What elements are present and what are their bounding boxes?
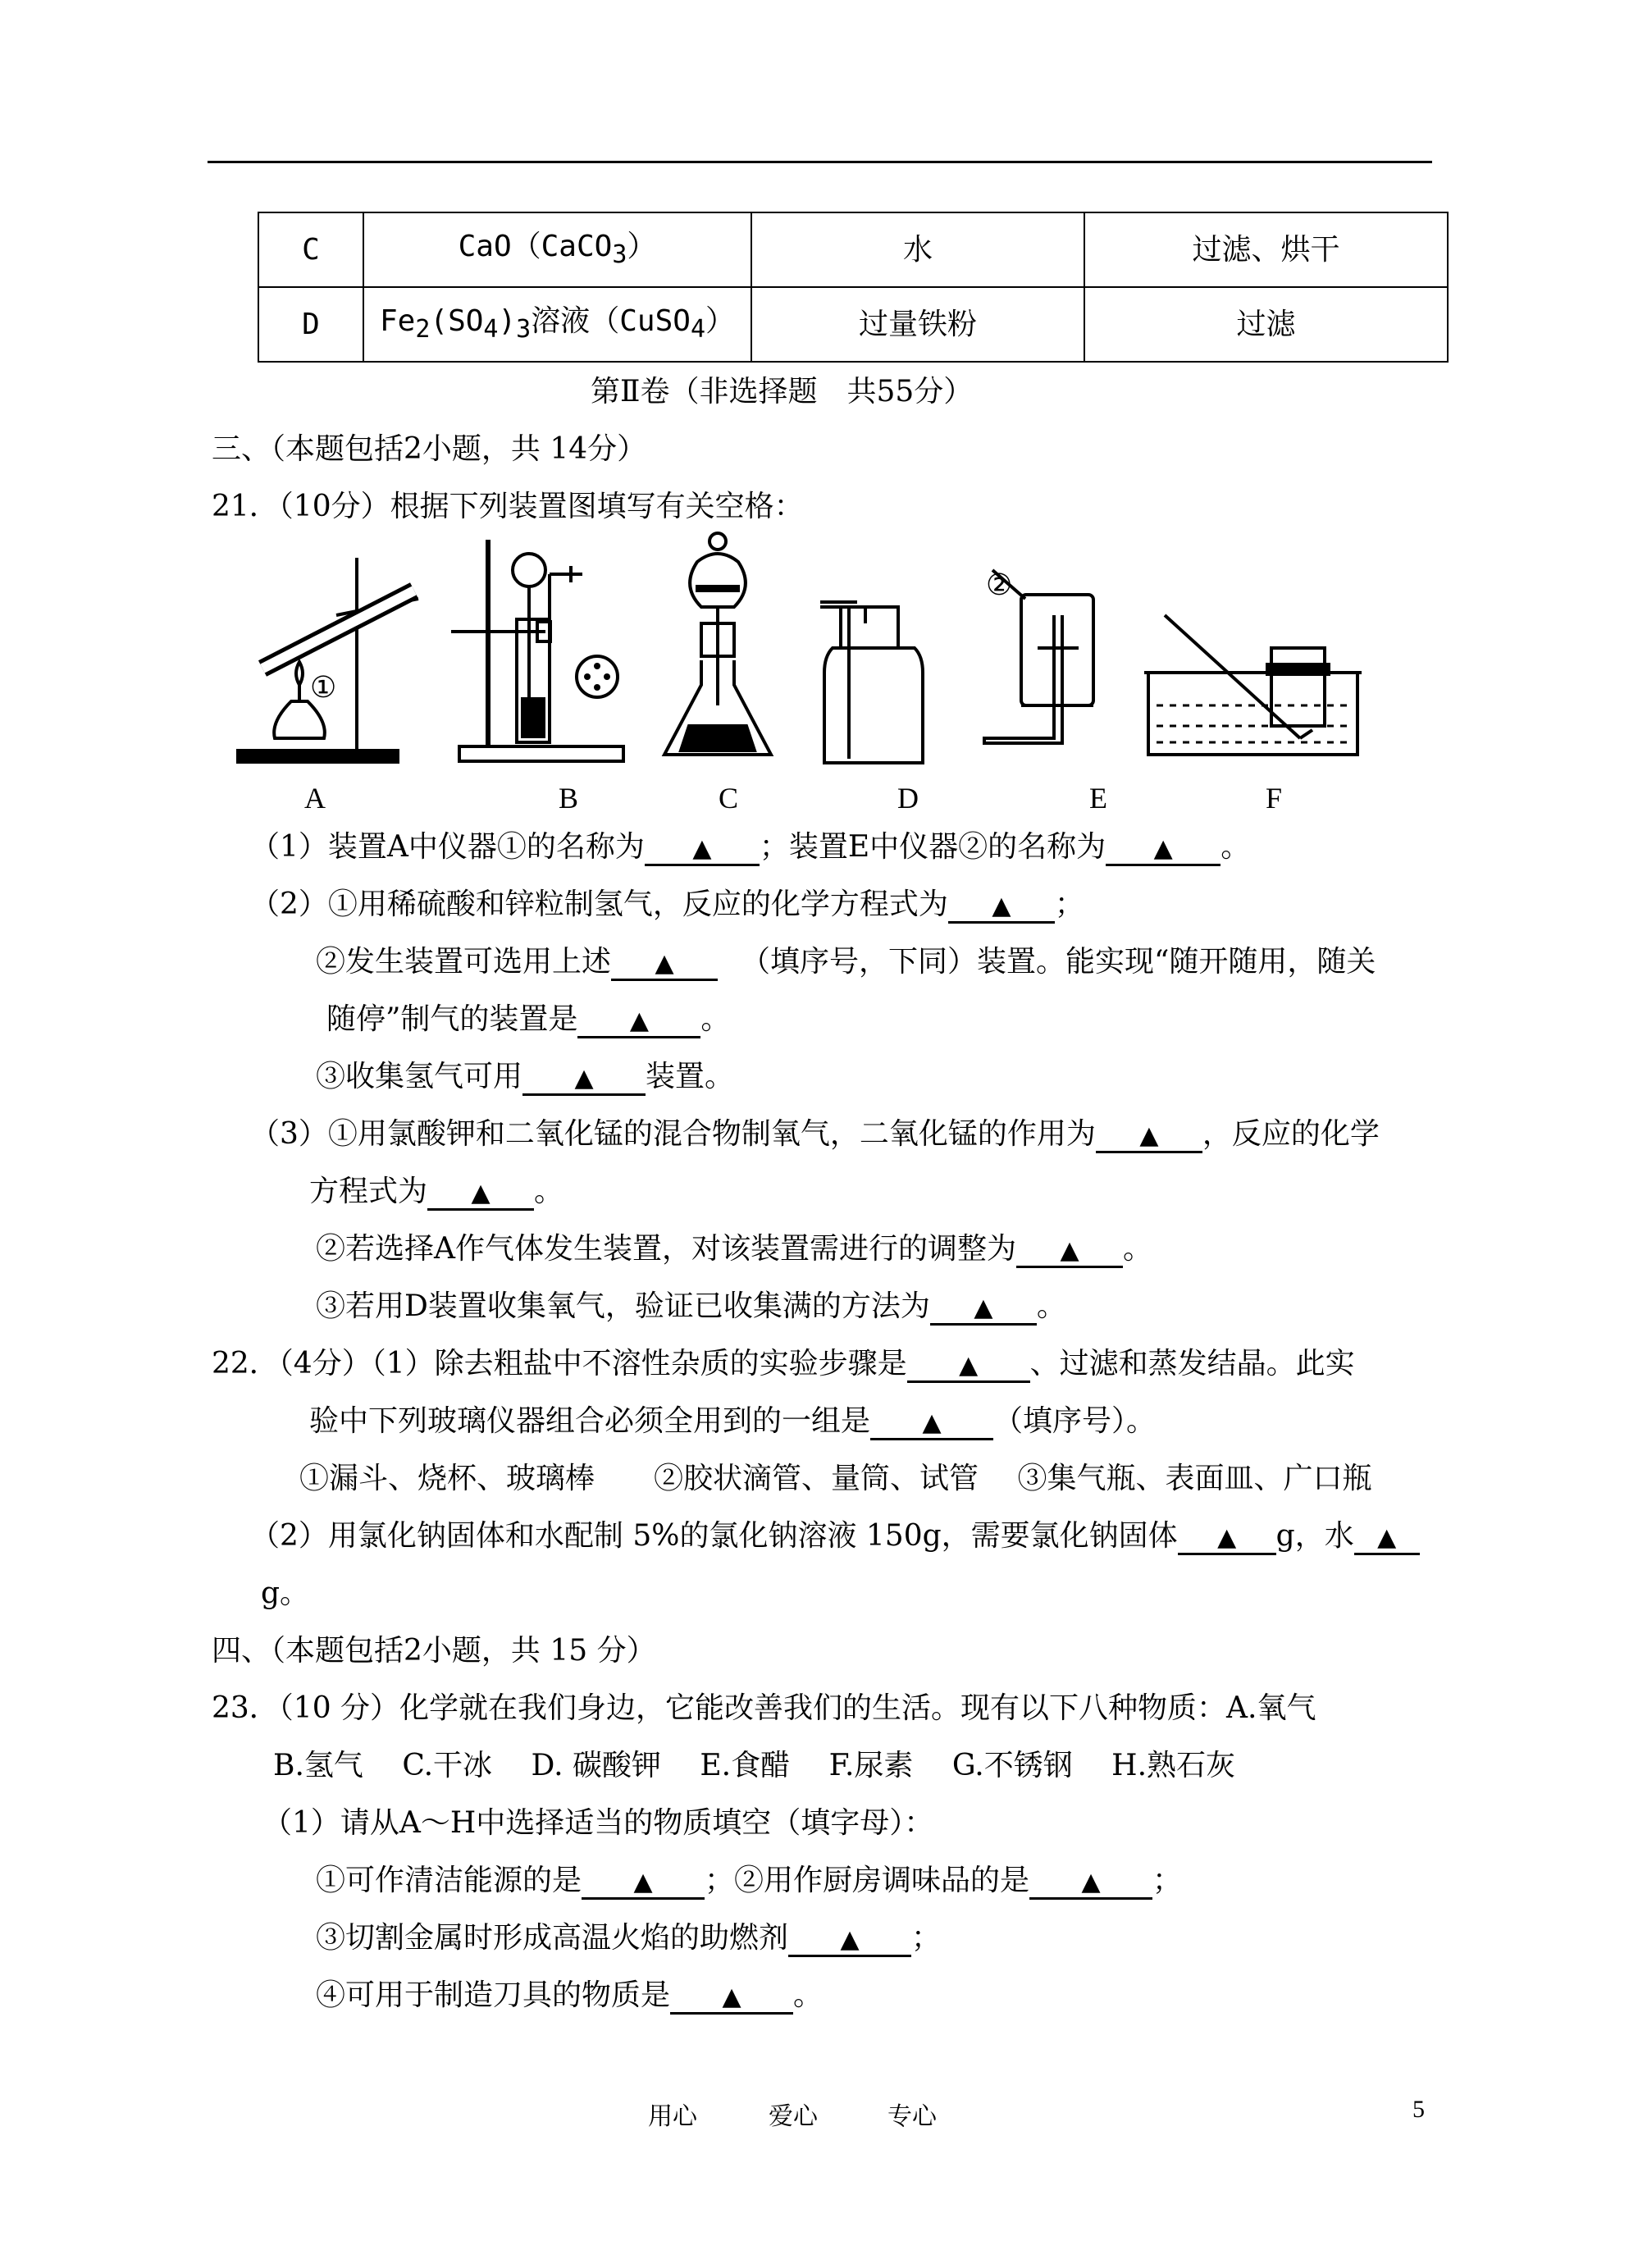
substance-cell: CaO（CaCO$_3$） [363, 212, 751, 287]
q23-line6: ④可用于制造刀具的物质是 ▲ 。 [316, 1981, 823, 2015]
apparatus-label-c: C [719, 782, 739, 815]
q23-line5: ③切割金属时形成高温火焰的助燃剂 ▲ ； [316, 1923, 941, 1957]
apparatus-d-illustration [820, 602, 923, 763]
option-label: D [258, 287, 363, 362]
method-cell: 过滤、烘干 [1084, 212, 1448, 287]
marker-1: ① [310, 671, 337, 705]
apparatus-b-illustration [451, 540, 623, 761]
apparatus-label-b: B [559, 782, 579, 815]
answer-blank[interactable]: ▲ [907, 1349, 1030, 1383]
q21-part3a: （3）①用氯酸钾和二氧化锰的混合物制氧气，二氧化锰的作用为 ▲ ，反应的化学 [250, 1120, 1380, 1153]
reagent-cell: 水 [751, 212, 1084, 287]
options-table [258, 212, 1449, 363]
answer-blank[interactable]: ▲ [611, 947, 718, 981]
answer-blank[interactable]: ▲ [427, 1177, 534, 1211]
reagent-cell: 过量铁粉 [751, 287, 1084, 362]
apparatus-label-d: D [897, 782, 919, 815]
answer-blank[interactable]: ▲ [1106, 833, 1221, 866]
page-number: 5 [1412, 2096, 1425, 2123]
answer-blank[interactable]: ▲ [1354, 1522, 1420, 1555]
apparatus-diagram [221, 525, 1419, 796]
answer-blank[interactable]: ▲ [1096, 1120, 1202, 1153]
footer-text-3: 专心 [887, 2102, 937, 2131]
option-label: C [258, 212, 363, 287]
section3-heading: 三、（本题包括2小题，共 14分） [212, 432, 647, 466]
answer-blank[interactable]: ▲ [522, 1062, 646, 1096]
answer-blank[interactable]: ▲ [582, 1866, 705, 1900]
header-rule [208, 161, 1432, 163]
q23-line4: ①可作清洁能源的是 ▲ ；②用作厨房调味品的是 ▲ ； [316, 1866, 1182, 1900]
q21-part1: （1）装置A中仪器①的名称为 ▲ ；装置E中仪器②的名称为 ▲ 。 [250, 833, 1250, 866]
q21-part2c: 随停”制气的装置是 ▲ 。 [326, 1005, 730, 1038]
table-row [258, 287, 1448, 362]
q22-line1: 22．（4分）（1）除去粗盐中不溶性杂质的实验步骤是 ▲ 、过滤和蒸发结晶。此实 [212, 1349, 1355, 1383]
part2-title: 第Ⅱ卷（非选择题 共55分） [591, 375, 974, 408]
answer-blank[interactable]: ▲ [1016, 1234, 1123, 1268]
answer-blank[interactable]: ▲ [788, 1923, 911, 1957]
q23-options: B.氢气 C.干冰 D. 碳酸钾 E.食醋 F.尿素 G.不锈钢 H.熟石灰 [273, 1749, 1236, 1782]
q23-line1: 23．（10 分）化学就在我们身边，它能改善我们的生活。现有以下八种物质：A.氧气 [212, 1691, 1316, 1725]
q21-part3c: ②若选择A作气体发生装置，对该装置需进行的调整为 ▲ 。 [316, 1234, 1152, 1268]
apparatus-c-illustration [664, 533, 771, 755]
q23-subheading: （1）请从A～H中选择适当的物质填空（填字母）： [262, 1806, 934, 1840]
answer-blank[interactable]: ▲ [645, 833, 760, 866]
q21-part2a: （2）①用稀硫酸和锌粒制氢气，反应的化学方程式为 ▲ ； [250, 890, 1084, 924]
substance-cell: $Fe_2(SO_4)_3$溶液（CuSO$_4$） [363, 287, 751, 362]
method-cell: 过滤 [1084, 287, 1448, 362]
answer-blank[interactable]: ▲ [1178, 1522, 1276, 1555]
q21-part3d: ③若用D装置收集氧气，验证已收集满的方法为 ▲ 。 [316, 1292, 1066, 1326]
marker-2: ② [986, 568, 1013, 602]
apparatus-label-a: A [304, 782, 326, 815]
footer-text-1: 用心 [648, 2102, 697, 2131]
q21-stem: 21．（10分）根据下列装置图填写有关空格： [212, 490, 804, 523]
answer-blank[interactable]: ▲ [948, 890, 1055, 924]
table-row [258, 212, 1448, 287]
q21-part3b: 方程式为 ▲ 。 [309, 1177, 563, 1211]
answer-blank[interactable]: ▲ [577, 1005, 700, 1038]
apparatus-label-f: F [1266, 782, 1283, 815]
q21-part2b: ②发生装置可选用上述 ▲ （填序号，下同）装置。能实现“随开随用，随关 [316, 947, 1376, 981]
section4-heading: 四、（本题包括2小题，共 15 分） [212, 1634, 656, 1668]
answer-blank[interactable]: ▲ [930, 1292, 1037, 1326]
q22-line5: g。 [261, 1577, 310, 1610]
q21-part2d: ③收集氢气可用 ▲ 装置。 [316, 1062, 734, 1096]
apparatus-f-illustration [1144, 615, 1362, 755]
footer-text-2: 爱心 [769, 2102, 818, 2131]
q22-options: ①漏斗、烧杯、玻璃棒 ②胶状滴管、量筒、试管 ③集气瓶、表面皿、广口瓶 [299, 1462, 1372, 1495]
q22-line4: （2）用氯化钠固体和水配制 5%的氯化钠溶液 150g，需要氯化钠固体 ▲ g，水 ▲ [250, 1522, 1420, 1555]
answer-blank[interactable]: ▲ [670, 1981, 793, 2015]
apparatus-a-illustration [238, 558, 418, 762]
apparatus-label-e: E [1089, 782, 1107, 815]
q22-line2: 验中下列玻璃仪器组合必须全用到的一组是 ▲ （填序号）。 [309, 1407, 1156, 1440]
answer-blank[interactable]: ▲ [870, 1407, 993, 1440]
answer-blank[interactable]: ▲ [1029, 1866, 1152, 1900]
